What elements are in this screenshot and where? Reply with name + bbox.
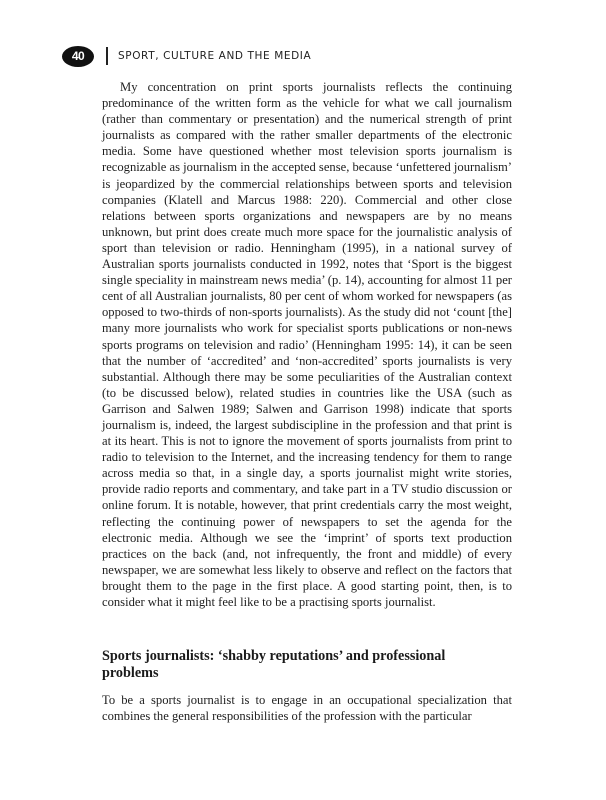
book-title: SPORT, CULTURE AND THE MEDIA bbox=[118, 50, 312, 62]
section-heading: Sports journalists: ‘shabby reputations’ and professional problems bbox=[102, 648, 446, 681]
body-paragraph-1: My concentration on print sports journalists reflects the continuing predominance of the written form as the vehicle for what we call journalism (rather than commentary or presentation) and the numerical strength of print journalists as compared with the rather smaller departments of the electronic media. Some have questioned whether most television sports journalism is recognizable as journalism in the accepted sense, because ‘unfettered journalism’ is jeopardized by the commercial relationships between sports and television companies (Klatell and Marcus 1988: 220). Commercial and other close relations between sports organizations and newspapers are by no means unknown, but print does create much more space for the journalistic analysis of sport than television or radio. Henningham (1995), in a national survey of Australian sports journalists conducted in 1992, notes that ‘Sport is the biggest single speciality in mainstream news media’ (p. 14), accounting for almost 11 per cent of all Australian journalists, 80 per cent of whom worked for newspapers (as opposed to two-thirds of non-sports journalists). As the study did not ‘count [the] many more journalists who work for specialist sports publications or non-news sports programs on television and radio’ (Henningham 1995: 14), it can be seen that the number of ‘accredited’ and ‘non-accredited’ sports journalists is very substantial. Although there may be some peculiarities of the Australian context (to be discussed below), related studies in countries like the USA (such as Garrison and Salwen 1989; Salwen and Garrison 1998) indicate that sports journalism is, indeed, the largest subdiscipline in the profession and that print is at its heart. This is not to ignore the movement of sports journalists from print to radio to television to the Internet, and the increasing tendency for them to range across media so that, in a single day, a sports journalist might write stories, provide radio reports and commentary, and take part in a TV studio discussion or online forum. It is notable, however, that print credentials carry the most weight, reflecting the continuing power of newspapers to set the agenda for the electronic media. Although we see the ‘imprint’ of sports text production practices on the back (and, not infrequently, the front and middle) of every newspaper, we are somewhat less likely to observe and reflect on the factors that brought them to the page in the first place. A good starting point, then, is to consider what it might feel like to be a practising sports journalist. bbox=[102, 80, 512, 609]
header-divider bbox=[106, 47, 108, 65]
page-number: 40 bbox=[62, 46, 94, 67]
running-head bbox=[62, 43, 311, 69]
body-paragraph-2: To be a sports journalist is to engage in an occupational specialization that combines the general responsibilities of the profession with the particular bbox=[102, 693, 512, 724]
